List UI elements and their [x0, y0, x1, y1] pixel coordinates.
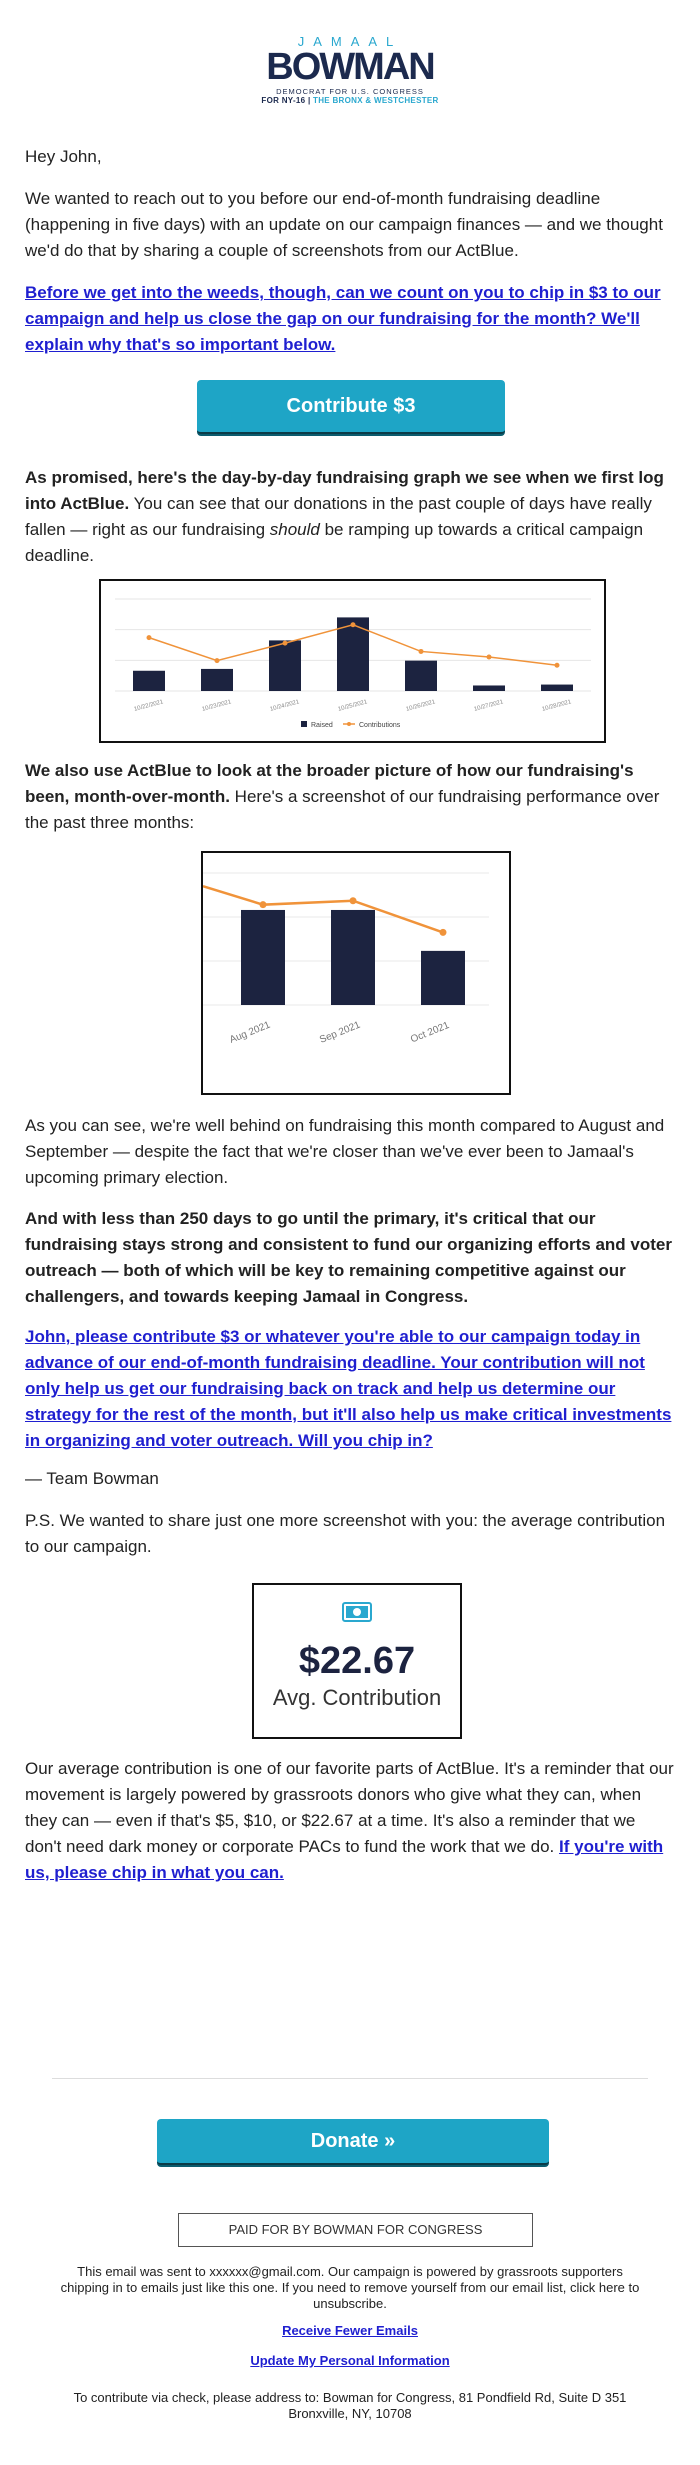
legend-contributions-dot	[347, 722, 351, 726]
monthly-text: Here's a screenshot of our fundraising performance over the past three months:	[25, 787, 660, 832]
signoff: — Team Bowman	[25, 1469, 159, 1488]
contributions-point	[350, 897, 357, 904]
legend-raised-swatch	[301, 721, 307, 727]
daily-graph-paragraph	[25, 465, 675, 569]
bar-Sep 2021	[331, 910, 375, 1005]
contributions-point	[283, 641, 288, 646]
bar-10/28/2021	[541, 685, 573, 691]
logo-last-name: BOWMAN	[266, 46, 434, 88]
intro-paragraph: We wanted to reach out to you before our end-of-month fundraising deadline (happening in five days) with an update on our campaign finances — and we thought we'd do that by sharing a couple of screenshots from our ActBlue.	[25, 189, 663, 260]
bar-Oct 2021	[421, 951, 465, 1005]
grassroots-text: Our average contribution is one of our favorite parts of ActBlue. It's a reminder that our movement is largely powered by grassroots donors who give what they can, when they can — even if that's $5, $10, or $22.67 at a time. It's also a reminder that we don't need dark money or corporate PACs to fund the work that we do.	[25, 1759, 674, 1856]
monthly-paragraph	[25, 758, 675, 836]
x-tick-label: 10/22/2021	[133, 699, 165, 713]
x-tick-label: 10/27/2021	[473, 699, 505, 713]
x-tick-label: 10/24/2021	[269, 699, 301, 713]
daily-graph-text-a: You can see that our donations in the past couple of days have really fallen — right as our fundraising	[25, 494, 652, 539]
behind-paragraph: As you can see, we're well behind on fundraising this month compared to August and September — despite the fact that we're closer than we've ever been to Jamaal's upcoming primary election.	[25, 1116, 665, 1187]
contributions-line	[203, 886, 443, 932]
contribute-link[interactable]: John, please contribute $3 or whatever you're able to our campaign today in advance of our end-of-month fundraising deadline. Your contribution will not only help us get our fundraising back on track and help us determine our strategy for the rest of the month, but it'll also help us make critical investments in organizing and voter outreach. Will you chip in?	[25, 1327, 672, 1450]
daily-graph-lead: As promised, here's the day-by-day fundraising graph we see when we first log into ActBlue.	[25, 468, 664, 513]
contribute-button[interactable]: Contribute $3	[197, 380, 505, 434]
avg-contribution-card	[252, 1583, 462, 1739]
contributions-point	[215, 658, 220, 663]
divider	[52, 2078, 648, 2079]
daily-fundraising-chart	[99, 579, 606, 743]
bar-10/27/2021	[473, 685, 505, 691]
logo-first-name: JAMAAL	[297, 34, 403, 49]
x-tick-label: Sep 2021	[318, 1019, 362, 1046]
money-bill-icon	[342, 1601, 372, 1623]
x-tick-label: 10/28/2021	[541, 699, 573, 713]
bar-10/22/2021	[133, 671, 165, 691]
bar-10/24/2021	[269, 640, 301, 691]
daily-graph-text-b: be ramping up towards a critical campaign deadline.	[25, 520, 644, 565]
logo-district-left: FOR NY-16	[261, 96, 306, 105]
contributions-point	[440, 929, 447, 936]
daily-graph-emphasis: should	[269, 520, 320, 539]
logo-district-right: THE BRONX & WESTCHESTER	[313, 96, 439, 105]
chip-in-what-you-can-link[interactable]: If you're with us, please chip in what you can.	[25, 1837, 664, 1882]
monthly-lead: We also use ActBlue to look at the broader picture of how our fundraising's been, month-over-month.	[25, 761, 634, 806]
bar-10/23/2021	[201, 669, 233, 691]
primary-paragraph: And with less than 250 days to go until the primary, it's critical that our fundraising stays strong and consistent to fund our organizing efforts and voter outreach — both of which will be key to remaining competitive against our challengers, and towards keeping Jamaal in Congress.	[25, 1209, 672, 1306]
update-info-link[interactable]: Update My Personal Information	[250, 2353, 450, 2368]
bar-Aug 2021	[241, 910, 285, 1005]
campaign-logo	[0, 34, 700, 105]
email-body	[25, 144, 675, 170]
x-tick-label: Aug 2021	[228, 1019, 272, 1046]
x-tick-label: 10/26/2021	[405, 699, 437, 713]
daily-chart-svg	[101, 581, 604, 741]
contributions-point	[487, 654, 492, 659]
grassroots-paragraph	[25, 1756, 675, 1886]
monthly-chart-svg	[203, 853, 509, 1093]
contributions-point	[555, 663, 560, 668]
check-address: To contribute via check, please address to: Bowman for Congress, 81 Pondfield Rd, Suite D 351 Bronxville, NY, 10708	[73, 2390, 627, 2421]
bar-10/26/2021	[405, 661, 437, 691]
x-tick-label: Oct 2021	[409, 1019, 451, 1046]
legend-contributions-label: Contributions	[359, 722, 401, 729]
logo-tagline: DEMOCRAT FOR U.S. CONGRESS	[276, 87, 424, 96]
contributions-point	[147, 635, 152, 640]
receive-fewer-emails-link[interactable]: Receive Fewer Emails	[282, 2323, 418, 2338]
logo-district: FOR NY-16 | THE BRONX & WESTCHESTER	[261, 96, 439, 105]
chip-in-link[interactable]: Before we get into the weeds, though, can we count on you to chip in $3 to our campaign and help us close the gap on our fundraising for the month? We'll explain why that's so important below.	[25, 283, 661, 354]
monthly-fundraising-chart	[201, 851, 511, 1095]
x-tick-label: 10/23/2021	[201, 699, 233, 713]
greeting: Hey John,	[25, 147, 102, 166]
avg-contribution-amount: $22.67	[298, 1640, 416, 1682]
legend-raised-label: Raised	[311, 722, 333, 729]
contributions-point	[419, 649, 424, 654]
footer-notice: This email was sent to xxxxxx@gmail.com. Our campaign is powered by grassroots supporters chipping in to emails just like this one. If you need to remove yourself from our email list, click here to unsubscribe.	[60, 2264, 640, 2311]
donate-button[interactable]: Donate »	[157, 2119, 549, 2165]
paid-for-disclaimer: PAID FOR BY BOWMAN FOR CONGRESS	[178, 2213, 533, 2247]
avg-contribution-label: Avg. Contribution	[272, 1685, 442, 1710]
x-tick-label: 10/25/2021	[337, 699, 369, 713]
contributions-point	[351, 622, 356, 627]
contributions-point	[260, 901, 267, 908]
ps-paragraph: P.S. We wanted to share just one more screenshot with you: the average contribution to our campaign.	[25, 1511, 666, 1556]
